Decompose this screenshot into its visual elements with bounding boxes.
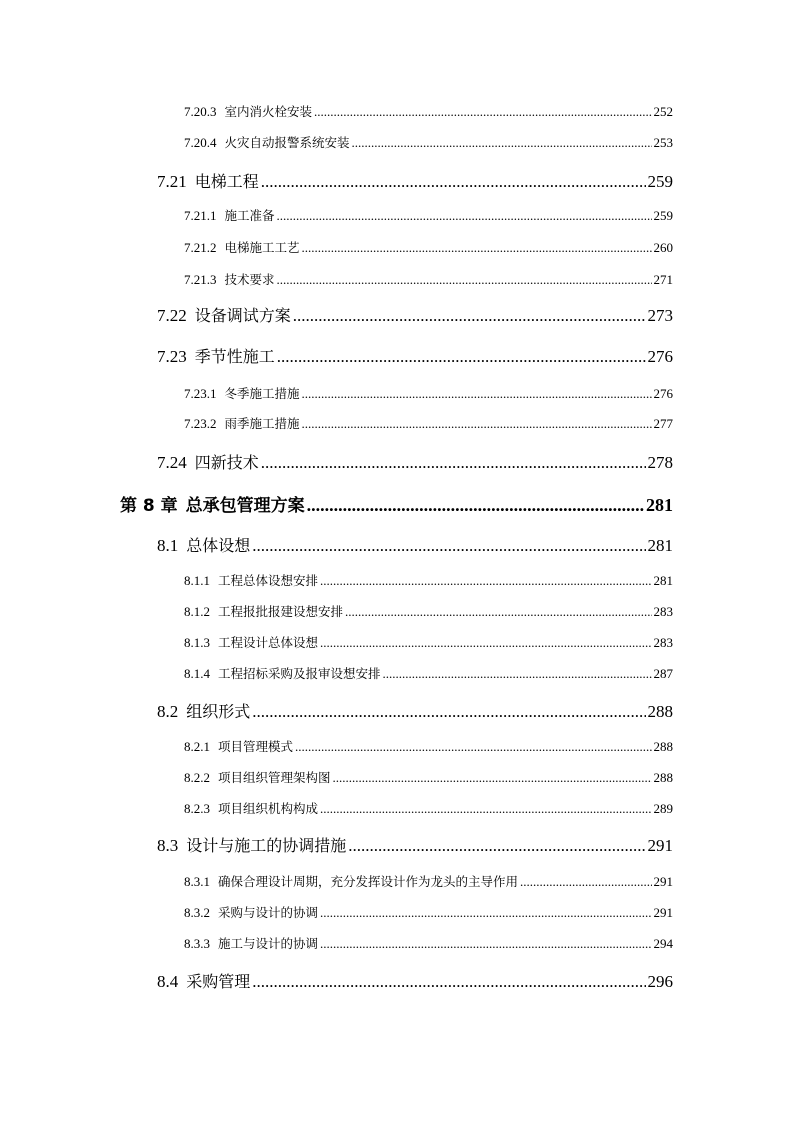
toc-entry[interactable] <box>184 206 673 224</box>
toc-entry-title: 季节性施工 <box>194 347 275 366</box>
toc-entry-page: 260 <box>653 240 673 255</box>
toc-entry-title: 总承包管理方案 <box>185 496 305 516</box>
toc-entry-title: 采购与设计的协调 <box>218 905 319 920</box>
toc-entry-title: 工程招标采购及报审设想安排 <box>218 666 381 681</box>
toc-entry-title: 室内消火栓安装 <box>224 104 313 119</box>
toc-entry-page: 283 <box>653 604 673 619</box>
toc-entry-page: 259 <box>647 172 673 191</box>
toc-entry-number: 8.2.3 <box>184 801 210 816</box>
toc-entry[interactable] <box>184 664 673 682</box>
toc-entry[interactable] <box>184 602 673 620</box>
toc-entry[interactable] <box>157 169 673 193</box>
toc-entry-title: 四新技术 <box>194 453 259 472</box>
toc-chapter-entry[interactable] <box>120 491 673 515</box>
toc-entry-title: 项目管理模式 <box>218 739 294 754</box>
toc-entry[interactable] <box>157 969 673 993</box>
toc-entry-number: 8.3.3 <box>184 936 210 951</box>
toc-entry[interactable] <box>184 872 673 890</box>
toc-entry-page: 283 <box>653 635 673 650</box>
dot-leader <box>302 240 652 256</box>
toc-entry[interactable] <box>157 344 673 368</box>
dot-leader <box>320 936 651 952</box>
dot-leader <box>320 905 651 921</box>
toc-entry[interactable] <box>184 737 673 755</box>
dot-leader <box>293 306 646 326</box>
toc-entry-page: 278 <box>647 453 673 472</box>
toc-entry-title: 项目组织管理架构图 <box>218 770 331 785</box>
toc-entry[interactable] <box>157 699 673 723</box>
toc-entry-title: 项目组织机构构成 <box>218 801 319 816</box>
toc-entry-number: 8.2.1 <box>184 739 210 754</box>
toc-entry-page: 291 <box>653 905 673 920</box>
toc-entry[interactable] <box>184 102 673 120</box>
toc-entry-title: 设备调试方案 <box>194 306 291 325</box>
toc-entry-title: 电梯工程 <box>194 172 259 191</box>
toc-entry-title: 组织形式 <box>186 702 251 721</box>
toc-entry[interactable] <box>184 768 673 786</box>
toc-entry-title: 工程总体设想安排 <box>218 573 319 588</box>
toc-entry-number: 7.20.3 <box>184 104 217 119</box>
dot-leader <box>277 347 646 367</box>
toc-entry-number: 第 8 章 <box>120 496 178 516</box>
toc-entry[interactable] <box>184 384 673 402</box>
toc-entry-number: 7.21.3 <box>184 272 217 287</box>
dot-leader <box>352 135 652 151</box>
toc-entry-title: 工程报批报建设想安排 <box>218 604 344 619</box>
toc-entry-number: 8.1.4 <box>184 666 210 681</box>
toc-entry-page: 252 <box>653 104 673 119</box>
toc-entry-page: 253 <box>653 135 673 150</box>
toc-entry-title: 施工与设计的协调 <box>218 936 319 951</box>
dot-leader <box>295 739 651 755</box>
toc-entry-page: 288 <box>653 770 673 785</box>
toc-entry[interactable] <box>184 270 673 288</box>
toc-entry[interactable] <box>157 833 673 857</box>
toc-entry-page: 276 <box>647 347 673 366</box>
dot-leader <box>277 272 652 288</box>
toc-entry-title: 确保合理设计周期，充分发挥设计作为龙头的主导作用 <box>218 874 519 889</box>
dot-leader <box>320 635 651 651</box>
toc-entry-page: 281 <box>647 536 673 555</box>
toc-entry-number: 8.2 <box>157 702 179 721</box>
toc-entry[interactable] <box>184 571 673 589</box>
toc-entry-number: 7.20.4 <box>184 135 217 150</box>
toc-entry-number: 7.21.1 <box>184 208 217 223</box>
toc-entry-title: 冬季施工措施 <box>224 386 300 401</box>
toc-entry-number: 7.21.2 <box>184 240 217 255</box>
toc-entry-title: 技术要求 <box>224 272 275 287</box>
toc-entry[interactable] <box>157 533 673 557</box>
toc-entry-title: 电梯施工工艺 <box>224 240 300 255</box>
toc-entry-page: 294 <box>653 936 673 951</box>
toc-entry-title: 采购管理 <box>186 972 251 991</box>
dot-leader <box>520 874 651 890</box>
dot-leader <box>320 573 651 589</box>
toc-entry-page: 259 <box>653 208 673 223</box>
toc-entry-number: 8.3.1 <box>184 874 210 889</box>
toc-entry[interactable] <box>157 450 673 474</box>
toc-entry-number: 8.2.2 <box>184 770 210 785</box>
dot-leader <box>277 208 652 224</box>
toc-entry[interactable] <box>157 303 673 327</box>
toc-entry-number: 7.22 <box>157 306 187 325</box>
toc-entry-page: 281 <box>646 495 673 515</box>
toc-entry[interactable] <box>184 934 673 952</box>
toc-entry-number: 8.1 <box>157 536 179 555</box>
dot-leader <box>261 172 646 192</box>
toc-entry-number: 8.1.1 <box>184 573 210 588</box>
toc-entry-number: 7.24 <box>157 453 187 472</box>
toc-entry-number: 8.3 <box>157 836 179 855</box>
toc-entry-title: 施工准备 <box>224 208 275 223</box>
toc-entry-title: 雨季施工措施 <box>224 416 300 431</box>
toc-entry-page: 291 <box>647 836 673 855</box>
dot-leader <box>333 770 652 786</box>
toc-entry-number: 7.23 <box>157 347 187 366</box>
toc-entry-page: 291 <box>653 874 673 889</box>
dot-leader <box>345 604 651 620</box>
toc-entry[interactable] <box>184 238 673 256</box>
toc-entry-number: 7.23.2 <box>184 416 217 431</box>
dot-leader <box>252 536 645 556</box>
toc-entry-page: 289 <box>653 801 673 816</box>
toc-entry-number: 8.1.3 <box>184 635 210 650</box>
toc-entry[interactable] <box>184 133 673 151</box>
toc-entry-page: 288 <box>647 702 673 721</box>
dot-leader <box>252 972 645 992</box>
dot-leader <box>302 416 652 432</box>
dot-leader <box>320 801 651 817</box>
toc-entry[interactable] <box>184 633 673 651</box>
toc-entry-number: 8.4 <box>157 972 179 991</box>
toc-entry-number: 8.3.2 <box>184 905 210 920</box>
toc-entry[interactable] <box>184 799 673 817</box>
dot-leader <box>261 453 646 473</box>
toc-entry-page: 271 <box>653 272 673 287</box>
toc-entry-title: 设计与施工的协调措施 <box>186 836 347 855</box>
toc-entry-number: 7.21 <box>157 172 187 191</box>
dot-leader <box>348 836 645 856</box>
toc-entry-page: 288 <box>653 739 673 754</box>
toc-entry-title: 工程设计总体设想 <box>218 635 319 650</box>
toc-entry-page: 277 <box>653 416 673 431</box>
toc-entry-title: 总体设想 <box>186 536 251 555</box>
dot-leader <box>314 104 651 120</box>
dot-leader <box>383 666 652 682</box>
toc-entry-page: 276 <box>653 386 673 401</box>
toc-entry-page: 273 <box>647 306 673 325</box>
toc-entry-page: 281 <box>653 573 673 588</box>
toc-entry-number: 8.1.2 <box>184 604 210 619</box>
dot-leader <box>252 702 645 722</box>
dot-leader <box>302 386 652 402</box>
toc-entry-title: 火灾自动报警系统安装 <box>224 135 350 150</box>
toc-entry-number: 7.23.1 <box>184 386 217 401</box>
toc-entry[interactable] <box>184 903 673 921</box>
toc-entry[interactable] <box>184 414 673 432</box>
toc-entry-page: 287 <box>653 666 673 681</box>
dot-leader <box>307 495 644 516</box>
toc-entry-page: 296 <box>647 972 673 991</box>
